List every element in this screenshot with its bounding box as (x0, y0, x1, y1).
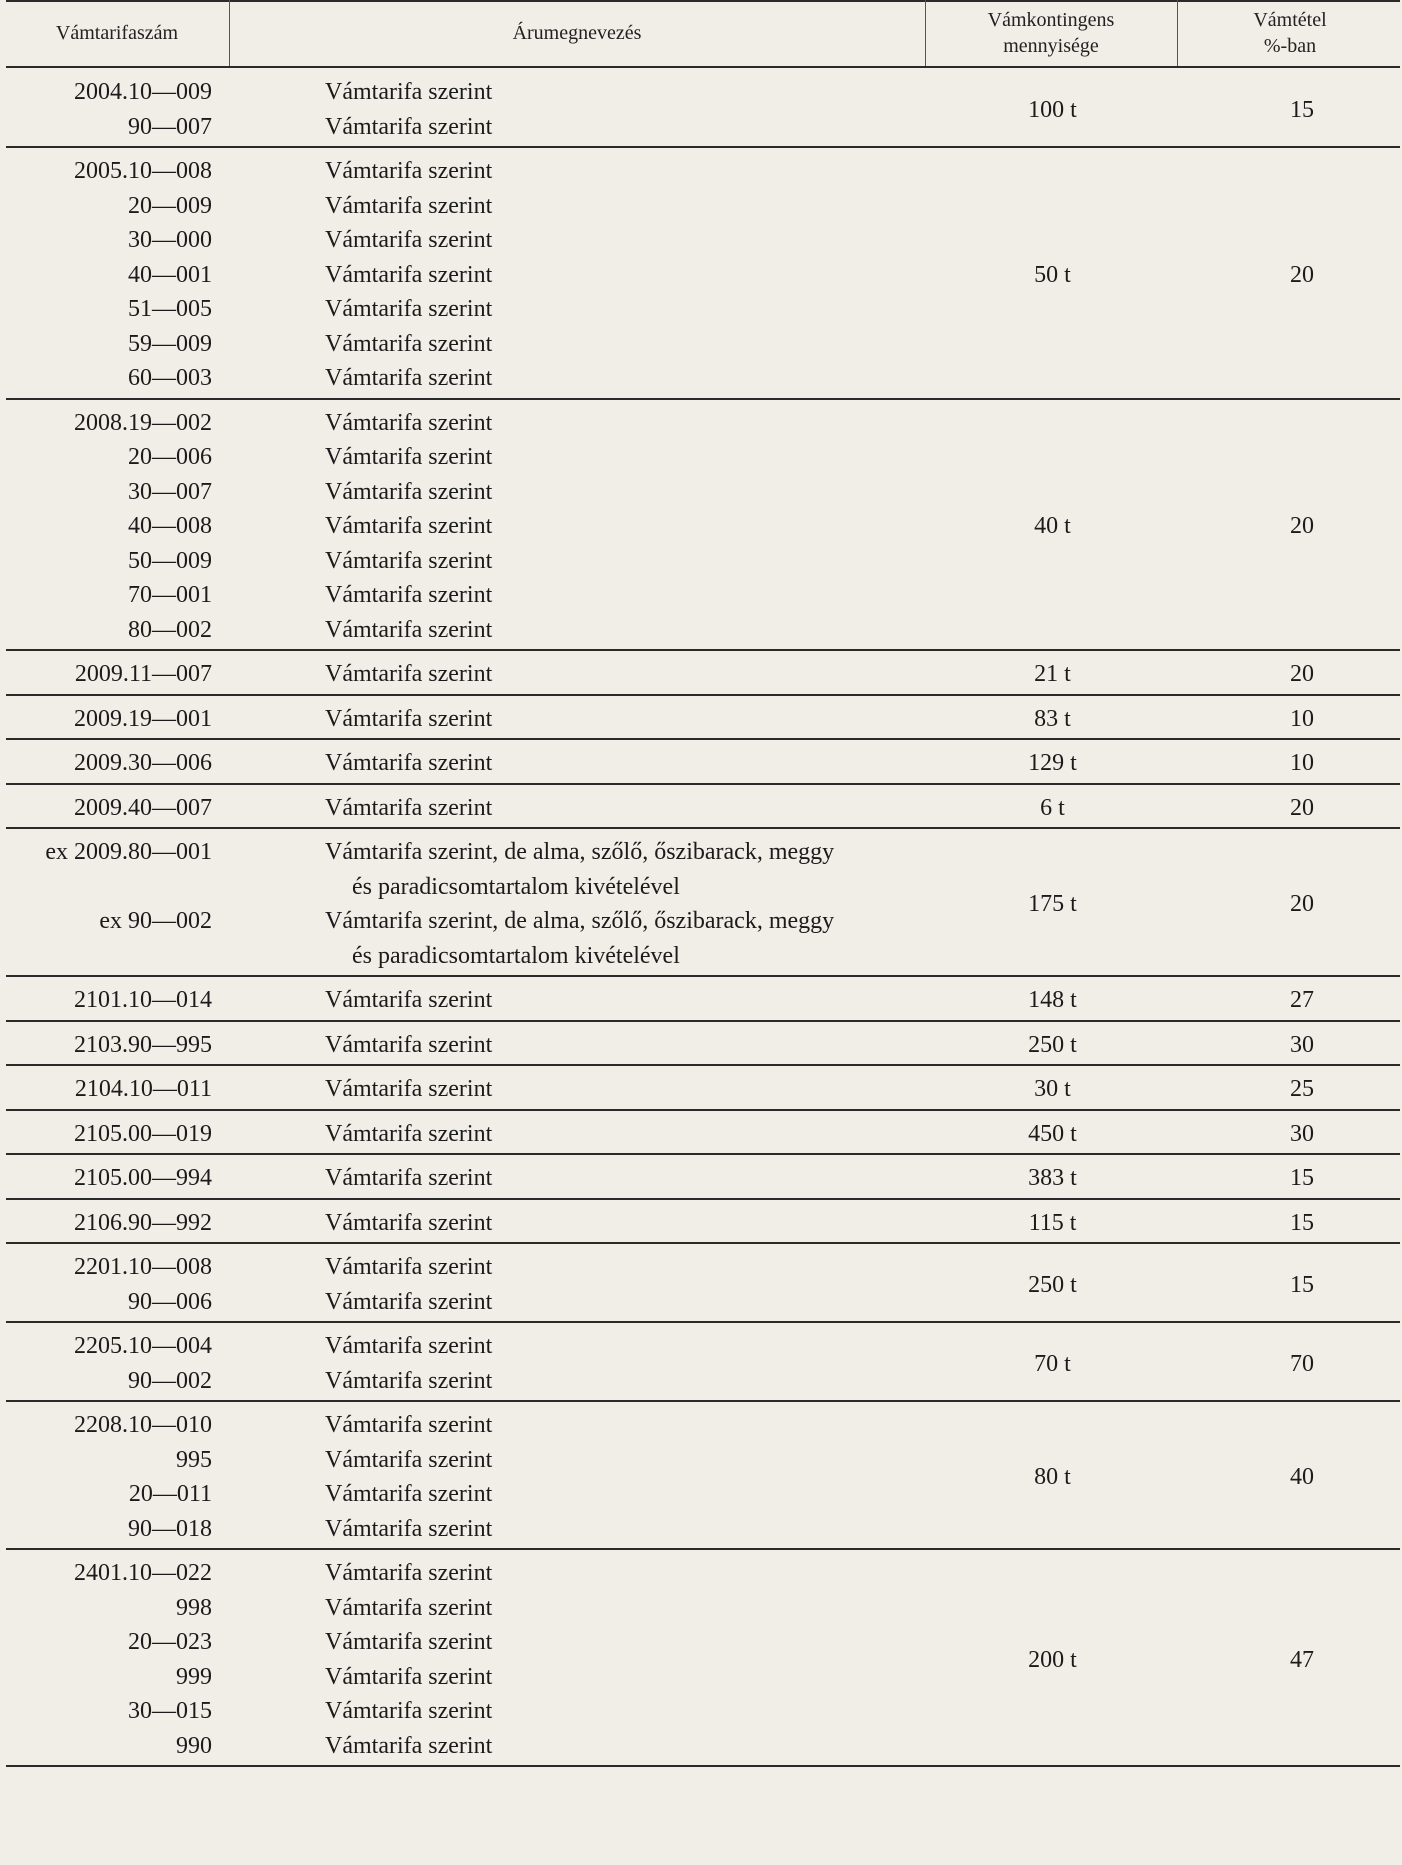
header-divider (1177, 0, 1178, 66)
tariff-code-cell: 20—006 (128, 444, 212, 470)
description-cell: Vámtarifa szerint (325, 582, 493, 608)
duty-rate-cell: 20 (1290, 513, 1314, 540)
group-divider (6, 783, 1400, 785)
tariff-code-cell: 20—009 (128, 192, 212, 219)
tariff-code-cell: 59—009 (128, 330, 212, 357)
duty-rate-cell: 20 (1290, 261, 1314, 288)
header-divider (229, 0, 230, 66)
description-cell: Vámtarifa szerint (325, 1288, 493, 1315)
description-cell: Vámtarifa szerint (325, 1663, 493, 1690)
header-divider (925, 0, 926, 66)
description-cell: Vámtarifa szerint (325, 1367, 493, 1394)
description-cell: Vámtarifa szerint (325, 296, 493, 322)
description-cell: Vámtarifa szerint (325, 330, 493, 357)
duty-rate-cell: 40 (1290, 1464, 1314, 1490)
description-cell: és paradicsomtartalom kivételével (352, 873, 680, 900)
description-cell: Vámtarifa szerint (325, 227, 493, 253)
duty-rate-cell: 10 (1290, 705, 1314, 732)
description-cell: Vámtarifa szerint (325, 1120, 493, 1147)
description-cell: Vámtarifa szerint (325, 1515, 493, 1542)
description-cell: Vámtarifa szerint (325, 1698, 493, 1724)
group-divider (6, 827, 1400, 829)
group-divider (6, 398, 1400, 400)
group-divider (6, 738, 1400, 740)
header-bottom-border (6, 66, 1400, 68)
group-divider (6, 1548, 1400, 1550)
description-cell: Vámtarifa szerint (325, 987, 493, 1013)
duty-rate-cell: 20 (1290, 891, 1314, 917)
description-cell: Vámtarifa szerint (325, 261, 493, 288)
tariff-code-cell: 2008.19—002 (74, 409, 212, 436)
description-cell: Vámtarifa szerint (325, 1031, 493, 1058)
duty-rate-cell: 20 (1290, 794, 1314, 821)
tariff-code-cell: 998 (176, 1594, 212, 1621)
duty-rate-cell: 10 (1290, 750, 1314, 777)
quota-quantity-cell: 70 t (1034, 1350, 1071, 1377)
description-cell: Vámtarifa szerint (325, 547, 493, 574)
tariff-code-cell: 30—007 (128, 478, 212, 505)
quota-quantity-cell: 100 t (1028, 96, 1077, 123)
quota-quantity-cell: 83 t (1034, 705, 1071, 732)
group-divider (6, 146, 1400, 148)
tariff-code-cell: 2401.10—022 (74, 1560, 212, 1586)
header-tariff-code: Vámtarifaszám (55, 22, 179, 44)
header-description: Árumegnevezés (512, 22, 642, 44)
description-cell: Vámtarifa szerint (325, 1412, 493, 1438)
tariff-code-cell: 90—018 (128, 1515, 212, 1542)
group-divider (6, 1400, 1400, 1402)
tariff-code-cell: 90—006 (128, 1288, 212, 1315)
description-cell: Vámtarifa szerint (325, 365, 493, 391)
group-divider (6, 975, 1400, 977)
tariff-code-cell: 2104.10—011 (74, 1076, 212, 1102)
duty-rate-cell: 30 (1290, 1031, 1314, 1058)
description-cell: Vámtarifa szerint (325, 1165, 493, 1191)
description-cell: Vámtarifa szerint (325, 1560, 493, 1586)
tariff-code-cell: 2005.10—008 (74, 158, 212, 184)
group-divider (6, 1198, 1400, 1200)
description-cell: Vámtarifa szerint (325, 113, 493, 140)
group-divider (6, 694, 1400, 696)
quota-quantity-cell: 175 t (1028, 891, 1077, 917)
duty-rate-cell: 20 (1290, 661, 1314, 688)
description-cell: Vámtarifa szerint (325, 158, 493, 184)
tariff-code-cell: 2103.90—995 (74, 1031, 212, 1058)
description-cell: Vámtarifa szerint (325, 1076, 493, 1102)
tariff-code-cell: 80—002 (128, 616, 212, 643)
quota-quantity-cell: 129 t (1028, 750, 1077, 777)
tariff-code-cell: 2105.00—019 (74, 1120, 212, 1147)
tariff-code-cell: 70—001 (128, 582, 212, 608)
tariff-code-cell: 40—008 (128, 513, 212, 539)
description-cell: Vámtarifa szerint (325, 192, 493, 219)
group-divider (6, 1153, 1400, 1155)
description-cell: Vámtarifa szerint (325, 1629, 493, 1655)
duty-rate-cell: 15 (1290, 96, 1314, 123)
description-cell: Vámtarifa szerint (325, 794, 493, 821)
tariff-code-cell: 2009.30—006 (74, 750, 212, 776)
group-divider (6, 1765, 1400, 1767)
description-cell: Vámtarifa szerint (325, 1333, 493, 1359)
tariff-code-cell: 2009.40—007 (74, 794, 212, 821)
tariff-code-cell: 2106.90—992 (74, 1209, 212, 1236)
quota-quantity-cell: 30 t (1034, 1076, 1071, 1103)
description-cell: Vámtarifa szerint (325, 705, 493, 732)
tariff-code-cell: 2009.11—007 (74, 661, 212, 687)
duty-rate-cell: 25 (1290, 1076, 1314, 1103)
quota-quantity-cell: 40 t (1034, 513, 1071, 540)
tariff-code-cell: 990 (176, 1732, 212, 1759)
description-cell: Vámtarifa szerint (325, 1594, 493, 1621)
duty-rate-cell: 47 (1290, 1646, 1314, 1673)
quota-quantity-cell: 250 t (1028, 1031, 1077, 1058)
description-cell: Vámtarifa szerint (325, 79, 493, 105)
tariff-code-cell: 30—015 (128, 1698, 212, 1724)
description-cell: Vámtarifa szerint (325, 616, 493, 643)
description-cell: Vámtarifa szerint, de alma, szőlő, őszibarack, meggy (325, 839, 835, 865)
tariff-code-cell: 999 (176, 1663, 212, 1690)
header-duty-rate: Vámtétel %-ban (1253, 9, 1327, 57)
tariff-code-cell: 2208.10—010 (74, 1412, 212, 1438)
description-cell: Vámtarifa szerint (325, 1209, 493, 1236)
description-cell: Vámtarifa szerint (325, 409, 493, 436)
tariff-code-cell: 20—011 (128, 1481, 212, 1507)
tariff-code-cell: 2205.10—004 (74, 1333, 212, 1359)
description-cell: Vámtarifa szerint (325, 444, 493, 470)
quota-quantity-cell: 115 t (1028, 1209, 1077, 1236)
tariff-code-cell: 90—007 (128, 113, 212, 140)
quota-quantity-cell: 250 t (1028, 1271, 1077, 1298)
description-cell: Vámtarifa szerint, de alma, szőlő, őszibarack, meggy (325, 908, 835, 934)
description-cell: Vámtarifa szerint (325, 478, 493, 505)
duty-rate-cell: 30 (1290, 1120, 1314, 1147)
tariff-code-cell: 2009.19—001 (74, 705, 212, 732)
duty-rate-cell: 15 (1290, 1165, 1314, 1192)
tariff-code-cell: 90—002 (128, 1367, 212, 1394)
description-cell: és paradicsomtartalom kivételével (352, 942, 680, 969)
description-cell: Vámtarifa szerint (325, 513, 493, 539)
description-cell: Vámtarifa szerint (325, 1446, 493, 1473)
description-cell: Vámtarifa szerint (325, 1732, 493, 1759)
quota-quantity-cell: 200 t (1028, 1646, 1077, 1673)
quota-quantity-cell: 21 t (1034, 661, 1071, 688)
tariff-code-cell: 2201.10—008 (74, 1254, 212, 1280)
description-cell: Vámtarifa szerint (325, 1254, 493, 1280)
group-divider (6, 1321, 1400, 1323)
description-cell: Vámtarifa szerint (325, 1481, 493, 1507)
group-divider (6, 1064, 1400, 1066)
tariff-code-cell: 20—023 (128, 1629, 212, 1655)
table-top-border (6, 0, 1400, 2)
quota-quantity-cell: 148 t (1028, 987, 1077, 1014)
tariff-code-cell: 2105.00—994 (74, 1165, 212, 1191)
duty-rate-cell: 27 (1290, 987, 1314, 1014)
duty-rate-cell: 15 (1290, 1271, 1314, 1298)
quota-quantity-cell: 6 t (1040, 794, 1065, 821)
tariff-code-cell: ex 90—002 (99, 908, 212, 934)
tariff-code-cell: 30—000 (128, 227, 212, 253)
tariff-code-cell: ex 2009.80—001 (45, 839, 212, 865)
duty-rate-cell: 70 (1290, 1350, 1314, 1377)
tariff-code-cell: 40—001 (128, 261, 212, 288)
quota-quantity-cell: 80 t (1034, 1464, 1071, 1490)
group-divider (6, 1020, 1400, 1022)
description-cell: Vámtarifa szerint (325, 750, 493, 776)
quota-quantity-cell: 450 t (1028, 1120, 1077, 1147)
tariff-code-cell: 995 (176, 1446, 212, 1473)
tariff-code-cell: 60—003 (128, 365, 212, 391)
tariff-code-cell: 50—009 (128, 547, 212, 574)
quota-quantity-cell: 50 t (1034, 261, 1071, 288)
duty-rate-cell: 15 (1290, 1209, 1314, 1236)
header-quota-quantity: Vámkontingens mennyisége (987, 9, 1115, 57)
group-divider (6, 1242, 1400, 1244)
group-divider (6, 649, 1400, 651)
quota-quantity-cell: 383 t (1028, 1165, 1077, 1192)
tariff-code-cell: 2004.10—009 (74, 79, 212, 105)
tariff-code-cell: 51—005 (128, 296, 212, 322)
tariff-code-cell: 2101.10—014 (74, 987, 212, 1013)
description-cell: Vámtarifa szerint (325, 661, 493, 687)
group-divider (6, 1109, 1400, 1111)
